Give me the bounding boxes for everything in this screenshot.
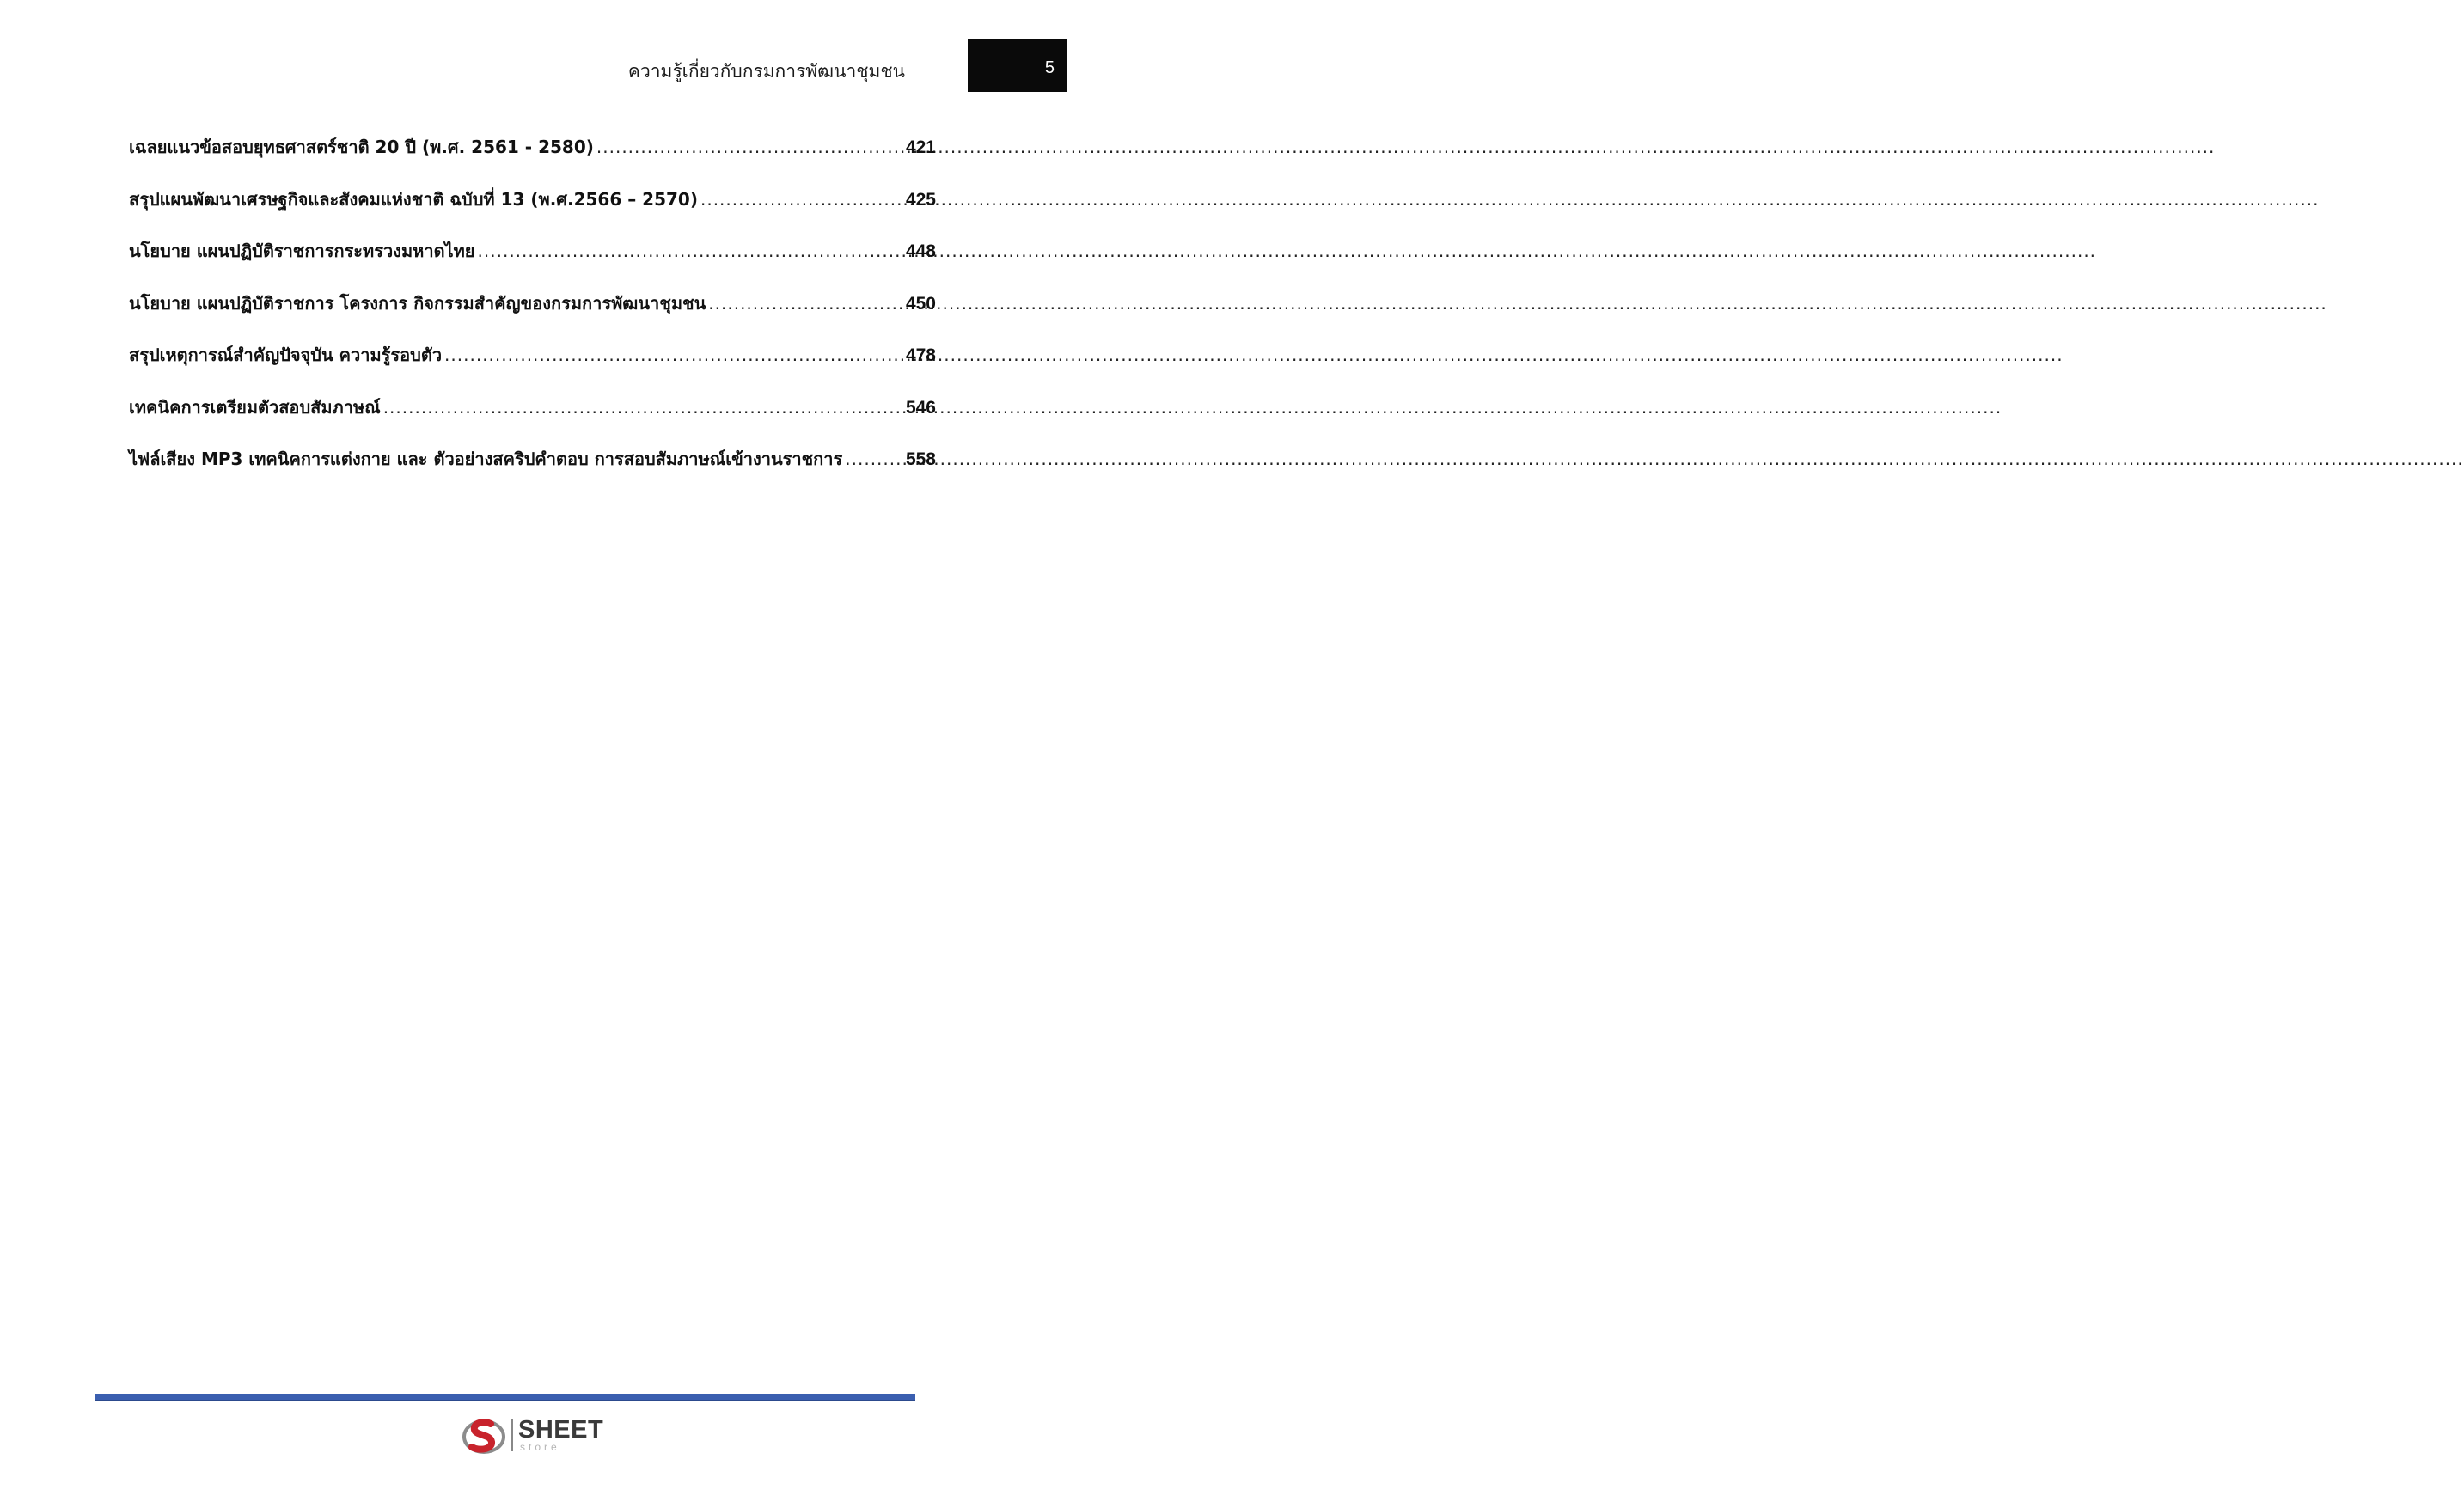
toc-entry <box>129 130 936 182</box>
toc-dot-leader <box>596 130 903 164</box>
page-number-tab <box>968 39 1067 92</box>
toc-entry-title: นโยบาย แผนปฏิบัติราชการ โครงการ กิจกรรมสำคัญของกรมการพัฒนาชุมชน <box>129 292 706 314</box>
footer-rule <box>95 1394 915 1400</box>
toc-dot-leader <box>383 390 903 424</box>
toc-entry-title: สรุปเหตุการณ์สำคัญปัจจุบัน ความรู้รอบตัว <box>129 345 443 365</box>
toc-dot-leader <box>708 286 903 321</box>
logo-wordmark: SHEET <box>518 1416 604 1444</box>
toc-entry-title: สรุปแผนพัฒนาเศรษฐกิจและสังคมแห่งชาติ ฉบับที่ 13 (พ.ศ.2566 – 2570) <box>129 188 698 210</box>
page-number: 5 <box>1044 58 1055 77</box>
toc-dot-leader <box>444 338 903 372</box>
toc-entry <box>129 390 936 443</box>
toc-entry-page: 425 <box>905 189 936 210</box>
table-of-contents <box>129 130 936 494</box>
running-header-title: ความรู้เกี่ยวกับกรมการพัฒนาชุมชน <box>627 61 905 82</box>
logo-subtext: store <box>520 1441 560 1453</box>
toc-entry-page: 450 <box>905 293 936 314</box>
toc-entry-page: 421 <box>905 137 936 157</box>
toc-entry-title: นโยบาย แผนปฏิบัติราชการกระทรวงมหาดไทย <box>129 241 475 261</box>
toc-entry <box>129 286 936 339</box>
sheet-store-logo <box>462 1413 608 1458</box>
toc-entry-title: ไฟล์เสียง MP3 เทคนิคการแต่งกาย และ ตัวอย่างสคริปคำตอบ การสอบสัมภาษณ์เข้างานราชการ <box>129 449 843 469</box>
toc-dot-leader <box>478 234 903 268</box>
toc-entry-page: 448 <box>905 241 936 261</box>
toc-entry-title: เฉลยแนวข้อสอบยุทธศาสตร์ชาติ 20 ปี (พ.ศ. 2561 - 2580) <box>129 137 594 157</box>
toc-dot-leader <box>700 182 903 217</box>
toc-entry <box>129 338 936 390</box>
logo-divider <box>511 1419 513 1451</box>
toc-entry <box>129 442 936 494</box>
sheet-store-logo-icon <box>462 1413 506 1458</box>
toc-entry-page: 558 <box>905 449 936 469</box>
toc-dot-leader <box>845 442 903 476</box>
toc-entry-page: 546 <box>905 397 936 418</box>
toc-entry-title: เทคนิคการเตรียมตัวสอบสัมภาษณ์ <box>129 396 381 418</box>
toc-entry-page: 478 <box>905 345 936 365</box>
toc-entry <box>129 182 936 235</box>
toc-entry <box>129 234 936 286</box>
